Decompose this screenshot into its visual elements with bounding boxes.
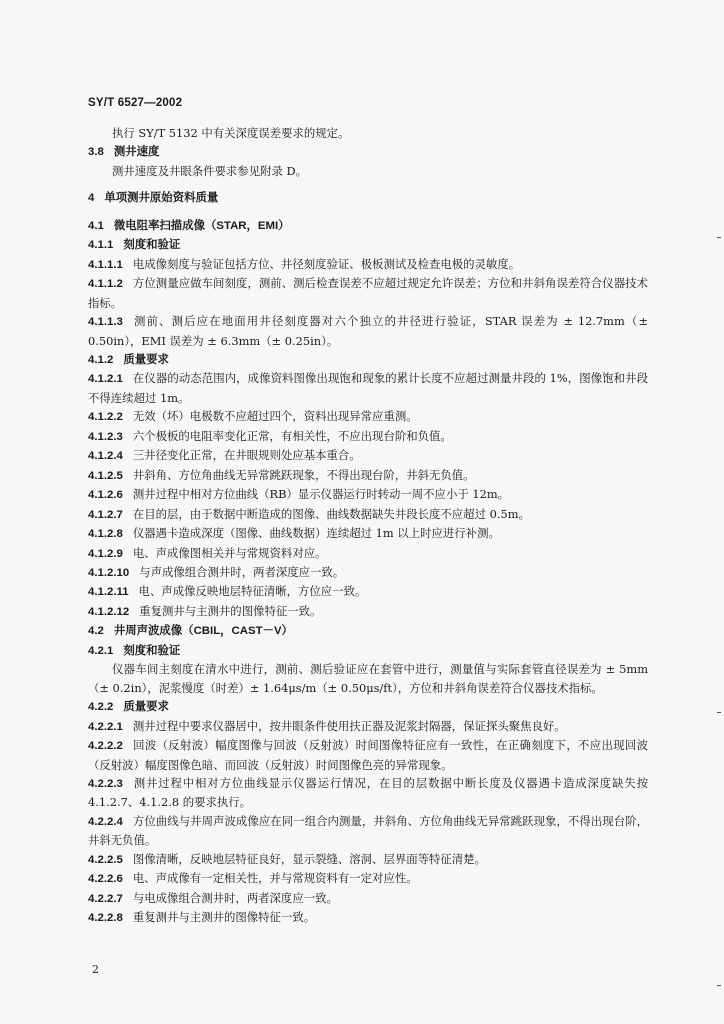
clause-number: 4.1.2.4 <box>88 450 123 463</box>
clause-text: 在仪器的动态范围内，成像资料图像出现饱和现象的累计长度不应超过测量井段的 1%，图像饱和井段不得连续超过 1m。 <box>88 371 648 405</box>
clause-text: 执行 SY/T 5132 中有关深度误差要求的规定。 <box>112 126 350 140</box>
clause-number: 4.2.2.1 <box>88 720 123 733</box>
clause-number: 4.1.2.10 <box>88 566 130 579</box>
clause-text: 电成像刻度与验证包括方位、井径刻度验证、极板测试及检查电极的灵敏度。 <box>132 256 521 271</box>
clause-number: 4.2.2.2 <box>88 740 123 753</box>
scan-edge-mark <box>717 712 721 713</box>
clause-text: 方位测量应做车间刻度，测前、测后检查误差不应超过规定允许误差；方位和井斜角误差符合仪器技术指标。 <box>88 276 648 310</box>
clause-number: 4.1.2.1 <box>88 373 123 386</box>
clause-item <box>88 312 648 350</box>
clause-item <box>88 736 648 774</box>
clause-number: 4.1.2.6 <box>88 489 123 502</box>
section-heading <box>88 142 648 161</box>
clause-text: 无效（坏）电极数不应超过四个，资料出现异常应重测。 <box>132 409 418 424</box>
clause-number: 4.1.1.3 <box>88 316 123 329</box>
clause-item <box>88 812 648 850</box>
clause-item <box>88 369 648 407</box>
clause-number: 4.1.2.8 <box>88 528 123 541</box>
clause-item <box>88 582 648 601</box>
clause-text: 方位曲线与井周声波成像应在同一组合内测量，井斜角、方位角曲线无异常跳跃现象，不得出现台阶，井斜无负值。 <box>88 813 648 848</box>
clause-item <box>88 869 648 888</box>
clause-number: 4.2.2.7 <box>88 892 123 905</box>
paragraph <box>88 660 648 697</box>
clause-number: 4.1.2.9 <box>88 547 123 560</box>
clause-text: 电、声成像图相关并与常规资料对应。 <box>132 545 327 560</box>
clause-number: 4.1 <box>88 219 104 232</box>
clause-number: 4.2.2.8 <box>88 912 123 925</box>
clause-text: 井斜角、方位角曲线无异常跳跃现象，不得出现台阶，井斜无负值。 <box>132 467 475 482</box>
page-number: 2 <box>92 963 99 976</box>
clause-item <box>88 446 648 465</box>
clause-text: 井周声波成像（CBIL，CAST－V） <box>113 625 293 638</box>
clause-item <box>88 908 648 927</box>
clause-text: 质量要求 <box>123 353 169 366</box>
clause-number: 4.1.2.5 <box>88 469 123 482</box>
section-heading <box>88 697 648 716</box>
clause-text: 测井过程中相对方位曲线（RB）显示仪器运行时转动一周不应小于 12m。 <box>132 487 510 502</box>
clause-number: 4.1.2.11 <box>88 586 129 599</box>
section-heading <box>88 641 648 660</box>
clause-item <box>88 524 648 543</box>
clause-text: 图像清晰，反映地层特征良好，显示裂缝、溶洞、层界面等特征清楚。 <box>132 851 486 866</box>
clause-text: 回波（反射波）幅度图像与回波（反射波）时间图像特征应有一致性，在正确刻度下，不应出现回波（反射波）幅度图像色暗、而回波（反射波）时间图像色亮的异常现象。 <box>88 738 648 772</box>
clause-number: 4.1.1.1 <box>88 258 123 271</box>
clause-number: 3.8 <box>88 146 104 159</box>
clause-item <box>88 505 648 524</box>
clause-text: 刻度和验证 <box>123 239 181 252</box>
clause-text: 单项测井原始资料质量 <box>104 192 219 205</box>
clause-text: 电、声成像有一定相关性，并与常规资料有一定对应性。 <box>132 871 418 886</box>
clause-text: 微电阻率扫描成像（STAR，EMI） <box>113 219 290 232</box>
clause-item <box>88 889 648 908</box>
clause-text: 六个极板的电阻率变化正常，有相关性，不应出现台阶和负值。 <box>132 428 452 443</box>
section-heading <box>88 350 648 369</box>
clause-item <box>88 544 648 563</box>
clause-item <box>88 563 648 582</box>
clause-text: 电、声成像反映地层特征清晰，方位应一致。 <box>138 584 367 599</box>
clause-number: 4 <box>88 192 95 205</box>
clause-item <box>88 717 648 736</box>
clause-text: 测井速度及井眼条件要求参见附录 D。 <box>112 163 308 178</box>
clause-text: 重复测井与主测井的图像特征一致。 <box>132 910 316 925</box>
clause-text: 测前、测后应在地面用井径刻度器对六个独立的井径进行验证，STAR 误差为 ± 12.7mm（± 0.50in），EMI 误差为 ± 6.3mm（± 0.25in）。 <box>88 314 648 348</box>
section-heading <box>88 216 648 235</box>
clause-number: 4.2.2.6 <box>88 873 123 886</box>
clause-number: 4.1.1 <box>88 239 114 252</box>
section-heading <box>88 188 648 207</box>
document-body <box>88 124 648 928</box>
clause-text: 仪器车间主刻度在清水中进行，测前、测后验证应在套管中进行，测量值与实际套管直径误差为 ± 5mm（± 0.2in），泥浆慢度（时差）± 1.64μs/m（± 0.50μs/ft），方位和井斜角误差符合仪器技术指标。 <box>88 662 648 695</box>
section-gap <box>88 208 648 216</box>
clause-text: 测井过程中相对方位曲线显示仪器运行情况，在目的层数据中断长度及仪器遇卡造成深度缺失按 4.1.2.7、4.1.2.8 的要求执行。 <box>88 775 648 810</box>
clause-number: 4.2.2.4 <box>88 815 123 828</box>
clause-item <box>88 466 648 485</box>
clause-number: 4.2.2.3 <box>88 777 123 790</box>
clause-number: 4.1.2.12 <box>88 605 130 618</box>
paragraph <box>88 124 648 142</box>
paragraph <box>88 162 648 180</box>
standard-code-header: SY/T 6527—2002 <box>88 97 183 109</box>
clause-text: 在目的层，由于数据中断造成的图像、曲线数据缺失井段长度不应超过 0.5m。 <box>132 506 530 521</box>
clause-item <box>88 427 648 446</box>
clause-text: 三井径变化正常，在井眼规则处应基本重合。 <box>132 448 361 463</box>
clause-text: 刻度和验证 <box>123 644 181 657</box>
clause-number: 4.1.2.3 <box>88 430 123 443</box>
clause-number: 4.1.2.2 <box>88 411 123 424</box>
clause-text: 与声成像组合测井时，两者深度应一致。 <box>139 564 345 579</box>
clause-item <box>88 602 648 621</box>
clause-text: 重复测井与主测井的图像特征一致。 <box>139 603 322 618</box>
clause-text: 仪器遇卡造成深度（图像、曲线数据）连续超过 1m 以上时应进行补测。 <box>132 526 500 541</box>
clause-item <box>88 774 648 812</box>
clause-item <box>88 485 648 504</box>
clause-number: 4.2 <box>88 625 104 638</box>
scan-edge-mark <box>717 237 721 238</box>
clause-number: 4.1.1.2 <box>88 278 123 291</box>
clause-item <box>88 274 648 312</box>
clause-number: 4.1.2.7 <box>88 508 123 521</box>
clause-text: 质量要求 <box>123 701 169 714</box>
clause-number: 4.2.1 <box>88 644 114 657</box>
section-heading <box>88 235 648 254</box>
scan-edge-mark <box>717 985 721 986</box>
clause-item <box>88 255 648 274</box>
clause-text: 测井过程中要求仪器居中，按井眼条件使用扶正器及泥浆封隔器，保证探头聚焦良好。 <box>132 718 566 733</box>
clause-item <box>88 850 648 869</box>
section-heading <box>88 621 648 640</box>
clause-number: 4.2.2.5 <box>88 853 123 866</box>
clause-text: 测井速度 <box>113 146 160 159</box>
clause-text: 与电成像组合测井时，两者深度应一致。 <box>132 890 338 905</box>
clause-item <box>88 407 648 426</box>
clause-number: 4.1.2 <box>88 353 114 366</box>
section-gap <box>88 180 648 188</box>
clause-number: 4.2.2 <box>88 701 114 714</box>
